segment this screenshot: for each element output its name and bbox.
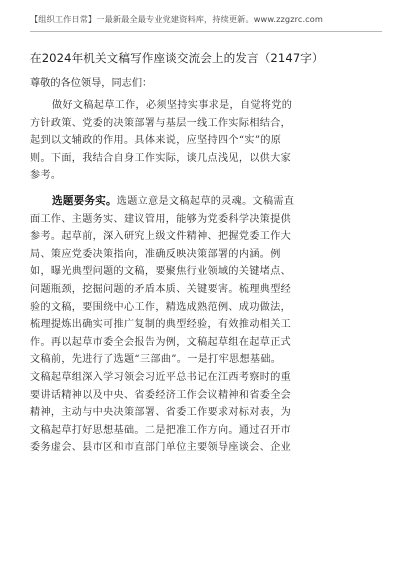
document-title: 在2024年机关文稿写作座谈交流会上的发言（2147字）: [30, 51, 324, 65]
paragraph-text: 选题立意是文稿起草的灵魂。文稿需直: [116, 195, 295, 207]
document-body: [30, 97, 380, 457]
paragraph-line: 委务虚会、县市区和市直部门单位主要领导座谈会、企业: [30, 442, 292, 454]
paragraph-line: 局、策应党委决策指向，准确反映决策部署的内涵。例: [30, 248, 281, 260]
header-divider: [30, 31, 382, 32]
paragraph-line: 参考。起草前，深入研究上级文件精神、把握党委工作大: [30, 231, 292, 243]
paragraph-line: [30, 193, 380, 211]
paragraph-line: 验的文稿，要围绕中心工作，精选成熟范例、成功做法，: [30, 301, 292, 313]
paragraph-line: 梳理提炼出确实可推广复制的典型经验，有效推动相关工: [30, 319, 292, 331]
paragraph-line: 文稿起草组深入学习领会习近平总书记在江西考察时的重: [30, 371, 292, 383]
paragraph-gap: [30, 185, 380, 193]
paragraph-line: 文稿前，先进行了选题“三部曲”。一是打牢思想基础。: [30, 354, 282, 366]
page-header-banner: 【组织工作日常】一最新最全最专业党建资料库，持续更新。www.zzgzrc.com: [30, 14, 323, 24]
paragraph-line: 作。再以起草市委全会报告为例，文稿起草组在起草正式: [30, 336, 292, 348]
paragraph-line: 文稿起草打好思想基础。二是把准工作方向。通过召开市: [30, 424, 292, 436]
paragraph-line: 方针政策、党委的决策部署与基层一线工作实际相结合，: [30, 117, 292, 129]
paragraph-line: 面工作、主题务实、建议管用，能够为党委科学决策提供: [30, 213, 292, 225]
greeting-line: 尊敬的各位领导，同志们：: [30, 78, 153, 89]
paragraph-line: 如，曝光典型问题的文稿，要聚焦行业领域的关键堵点、: [30, 266, 292, 278]
paragraph-line: 做好文稿起草工作，必须坚持实事求是，自觉将党的: [52, 100, 293, 111]
paragraph-line: 问题瓶颈，挖掘问题的矛盾本质、关键要害。梳理典型经: [30, 283, 292, 295]
paragraph-line: 参考。: [30, 170, 62, 182]
section-heading: 选题要务实。: [52, 194, 117, 207]
paragraph-line: 要讲话精神以及中央、省委经济工作会议精神和省委全会: [30, 389, 292, 401]
paragraph-line: 则。下面，我结合自身工作实际，谈几点浅见，以供大家: [30, 152, 292, 164]
paragraph-line: 起到以文辅政的作用。具体来说，应坚持四个“实”的原: [30, 135, 282, 147]
paragraph-line: 精神，主动与中央决策部署、省委工作要求对标对表，为: [30, 407, 292, 419]
